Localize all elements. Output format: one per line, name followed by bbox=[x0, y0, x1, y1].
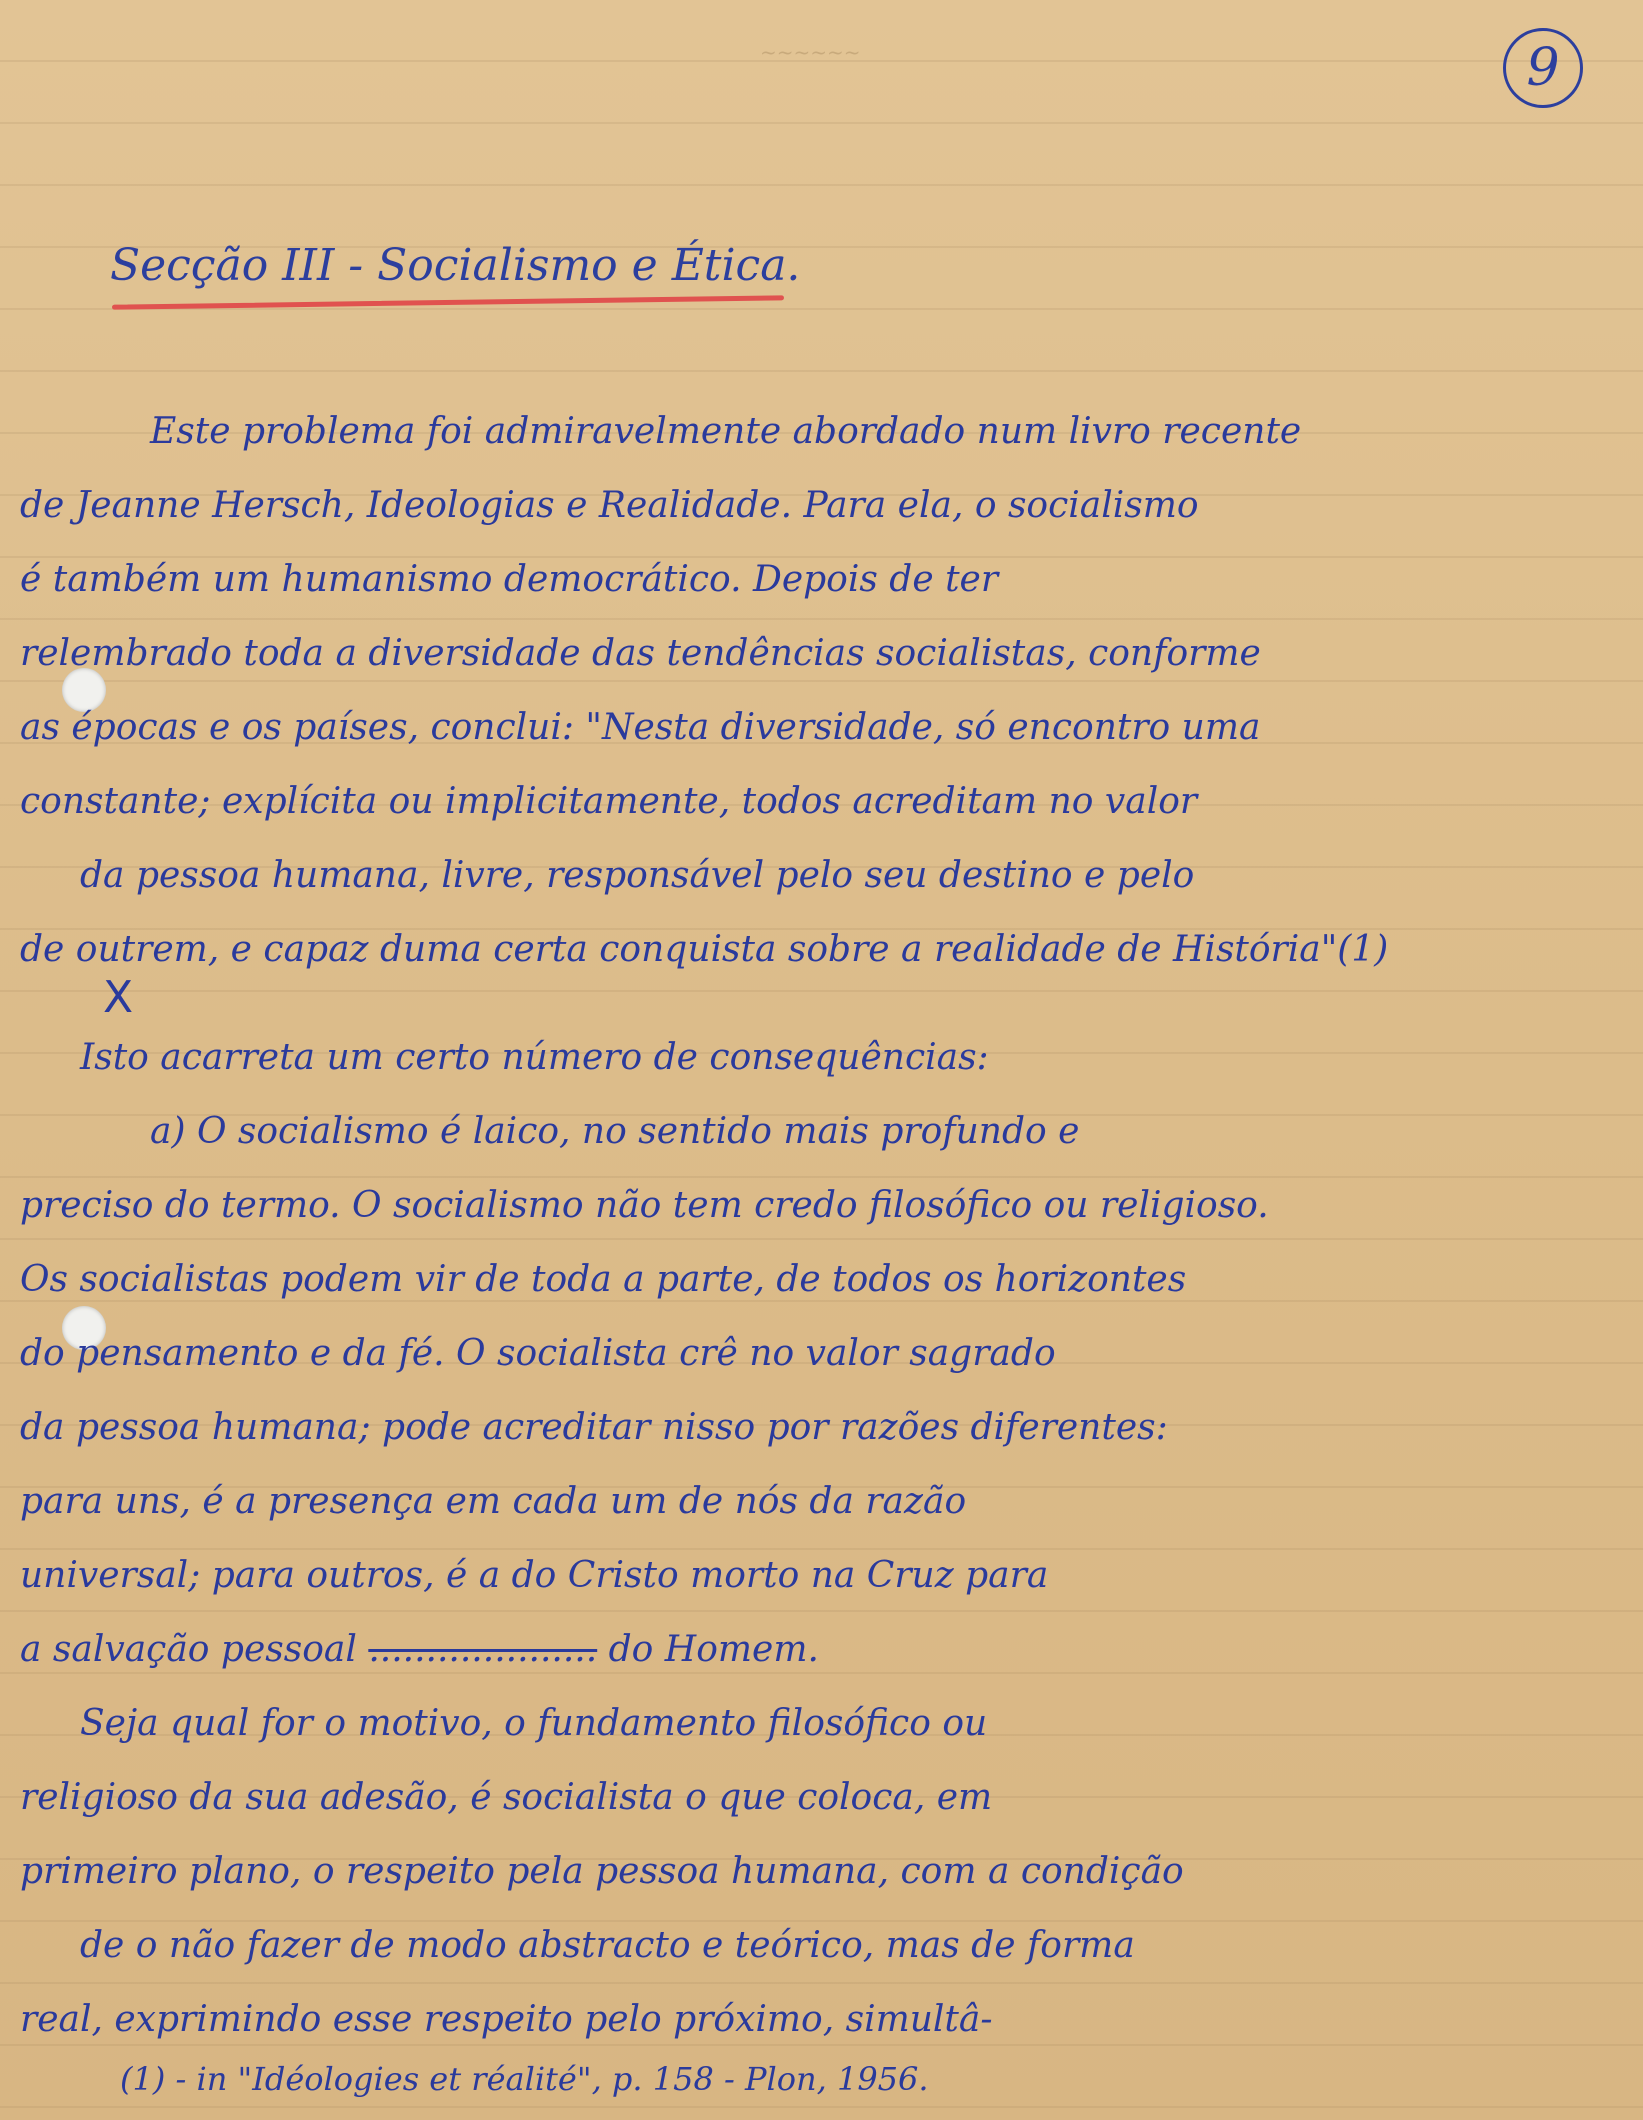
text-line: é também um humanismo democrático. Depois de ter bbox=[20, 559, 999, 600]
text-line bbox=[20, 1613, 1610, 1687]
text-line: da pessoa humana; pode acreditar nisso por razões diferentes: bbox=[20, 1407, 1168, 1448]
text-line: relembrado toda a diversidade das tendências socialistas, conforme bbox=[20, 633, 1261, 674]
text-line: universal; para outros, é a do Cristo morto na Cruz para bbox=[20, 1555, 1049, 1596]
text-line: primeiro plano, o respeito pela pessoa humana, com a condição bbox=[20, 1851, 1184, 1892]
text-line: Os socialistas podem vir de toda a parte, de todos os horizontes bbox=[20, 1259, 1187, 1300]
text-line: de outrem, e capaz duma certa conquista sobre a realidade de História"(1) bbox=[20, 929, 1389, 970]
text-segment: do Homem. bbox=[608, 1629, 819, 1670]
text-line: de Jeanne Hersch, Ideologias e Realidade. Para ela, o socialismo bbox=[20, 485, 1199, 526]
text-line: para uns, é a presença em cada um de nós da razão bbox=[20, 1481, 967, 1522]
text-line: da pessoa humana, livre, responsável pelo seu destino e pelo bbox=[80, 855, 1195, 896]
section-heading: Secção III - Socialismo e Ética. bbox=[110, 240, 801, 291]
text-line: real, exprimindo esse respeito pelo próximo, simultâ- bbox=[20, 1999, 993, 2040]
faint-stamp: ~~~~~~ bbox=[760, 40, 861, 64]
heading-red-underline bbox=[112, 295, 784, 309]
text-line: preciso do termo. O socialismo não tem credo filosófico ou religioso. bbox=[20, 1185, 1269, 1226]
manuscript-body bbox=[20, 395, 1610, 2057]
footnote: (1) - in "Idéologies et réalité", p. 158 - Plon, 1956. bbox=[120, 2060, 929, 2098]
page-number bbox=[1503, 28, 1583, 108]
text-line: Este problema foi admiravelmente abordado num livro recente bbox=[150, 411, 1302, 452]
page-number-text: 9 bbox=[1526, 38, 1560, 98]
text-line: do pensamento e da fé. O socialista crê no valor sagrado bbox=[20, 1333, 1056, 1374]
text-line: constante; explícita ou implicitamente, todos acreditam no valor bbox=[20, 781, 1198, 822]
text-segment: a salvação pessoal bbox=[20, 1629, 357, 1670]
text-line: de o não fazer de modo abstracto e teórico, mas de forma bbox=[80, 1925, 1135, 1966]
text-line: religioso da sua adesão, é socialista o que coloca, em bbox=[20, 1777, 993, 1818]
x-mark: X bbox=[103, 972, 134, 1023]
text-line: Seja qual for o motivo, o fundamento filosófico ou bbox=[80, 1703, 988, 1744]
text-line: a) O socialismo é laico, no sentido mais profundo e bbox=[150, 1111, 1080, 1152]
struck-text: .................... bbox=[368, 1629, 598, 1670]
text-line: as épocas e os países, conclui: "Nesta diversidade, só encontro uma bbox=[20, 707, 1261, 748]
text-line: Isto acarreta um certo número de consequências: bbox=[80, 1037, 989, 1078]
